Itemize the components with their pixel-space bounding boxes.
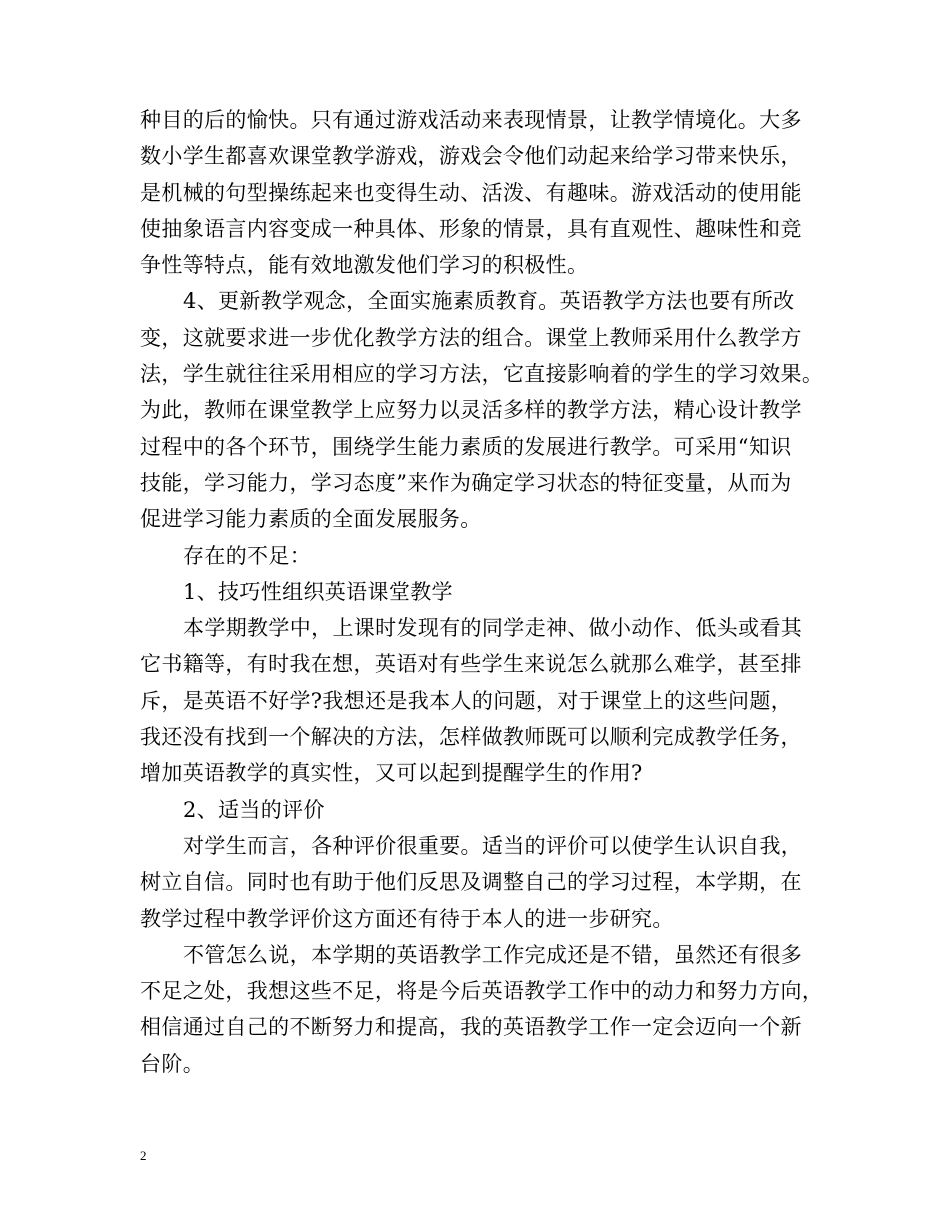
- text-line: 4、更新教学观念，全面实施素质教育。英语教学方法也要有所改: [183, 289, 795, 314]
- text-line: 教学过程中教学评价这方面还有待于本人的进一步研究。: [140, 906, 674, 931]
- text-line: 我还没有找到一个解决的方法，怎样做教师既可以顺利完成教学任务，: [140, 725, 802, 750]
- text-line: 2、适当的评价: [183, 797, 325, 822]
- text-line: 本学期教学中，上课时发现有的同学走神、做小动作、低头或看其: [183, 616, 803, 641]
- page-number: 2: [140, 1148, 147, 1163]
- text-line: 是机械的句型操练起来也变得生动、活泼、有趣味。游戏活动的使用能: [140, 180, 802, 205]
- text-line: 种目的后的愉快。只有通过游戏活动来表现情景，让教学情境化。大多: [140, 108, 802, 132]
- text-line: 相信通过自己的不断努力和提高，我的英语教学工作一定会迈向一个新: [140, 1015, 802, 1040]
- text-line: 它书籍等，有时我在想，英语对有些学生来说怎么就那么难学，甚至排: [140, 652, 802, 677]
- text-line: 树立自信。同时也有助于他们反思及调整自己的学习过程，本学期，在: [140, 870, 802, 895]
- document-body: [140, 102, 824, 1082]
- text-line: 1、技巧性组织英语课堂教学: [183, 579, 453, 604]
- text-line: 数小学生都喜欢课堂教学游戏，游戏会令他们动起来给学习带来快乐，: [140, 144, 802, 169]
- text-line: 使抽象语言内容变成一种具体、形象的情景，具有直观性、趣味性和竞: [140, 216, 802, 241]
- text-line: 斥，是英语不好学?我想还是我本人的问题，对于课堂上的这些问题，: [140, 688, 793, 713]
- text-line: 技能，学习能力，学习态度”来作为确定学习状态的特征变量，从而为: [140, 470, 792, 495]
- text-line: 变，这就要求进一步优化教学方法的组合。课堂上教师采用什么教学方: [140, 325, 802, 350]
- text-line: 不管怎么说，本学期的英语教学工作完成还是不错，虽然还有很多: [183, 942, 803, 967]
- text-line: 不足之处，我想这些不足，将是今后英语教学工作中的动力和努力方向，: [140, 979, 824, 1004]
- text-line: 存在的不足：: [183, 543, 312, 568]
- text-line: 台阶。: [140, 1051, 205, 1076]
- text-line: 为此，教师在课堂教学上应努力以灵活多样的教学方法，精心设计教学: [140, 398, 802, 423]
- text-line: 促进学习能力素质的全面发展服务。: [140, 507, 482, 532]
- text-line: 对学生而言，各种评价很重要。适当的评价可以使学生认识自我，: [183, 833, 803, 858]
- text-line: 争性等特点，能有效地激发他们学习的积极性。: [140, 253, 589, 278]
- text-line: 过程中的各个环节，围绕学生能力素质的发展进行教学。可采用“知识: [140, 434, 792, 459]
- text-line: 法，学生就往往采用相应的学习方法，它直接影响着的学生的学习效果。: [140, 362, 824, 387]
- text-line: 增加英语教学的真实性，又可以起到提醒学生的作用?: [140, 761, 643, 786]
